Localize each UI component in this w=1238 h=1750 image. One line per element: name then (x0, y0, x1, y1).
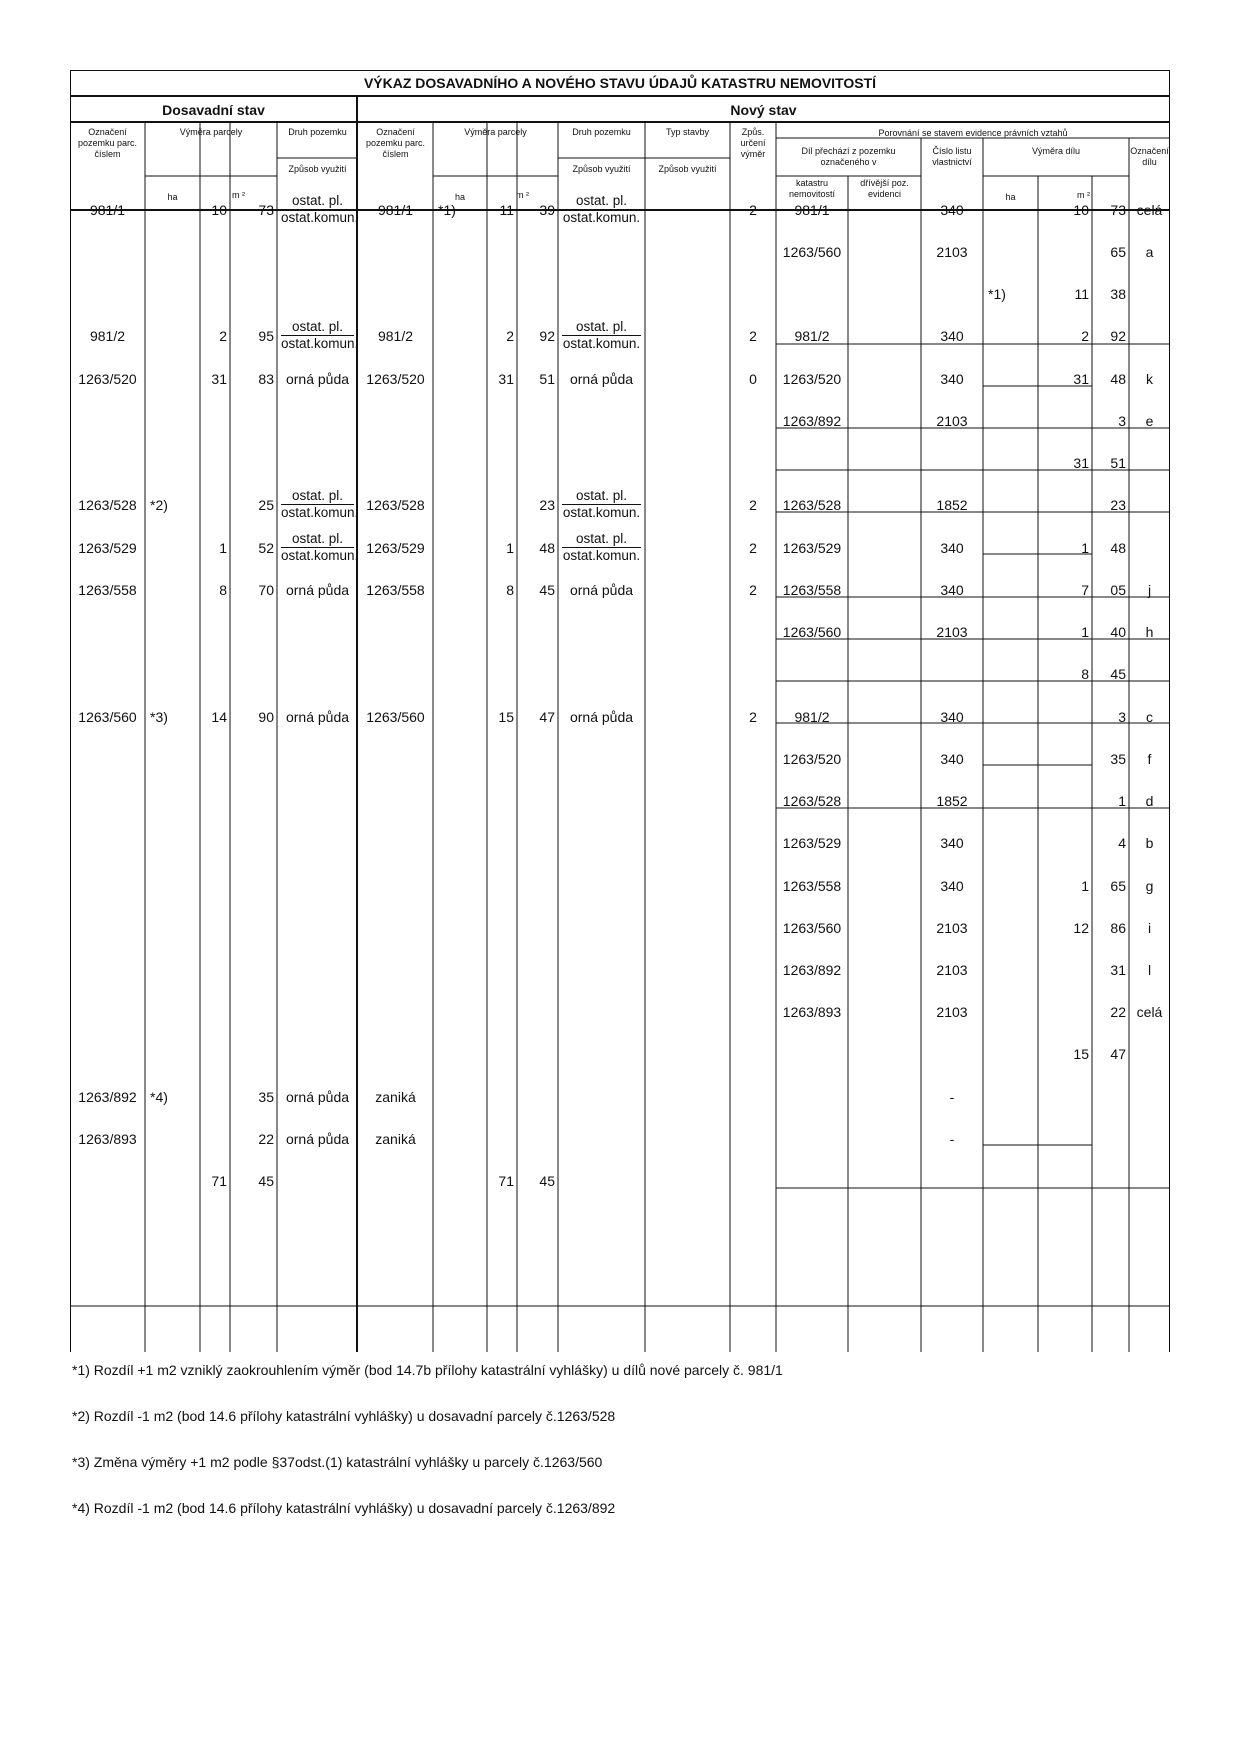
cell-oa1: 14 (211, 709, 227, 725)
cell-cp: 981/1 (794, 202, 830, 218)
cell-kind: ostat. pl. (575, 531, 628, 546)
cell-ca2: 31 (1110, 962, 1126, 978)
cell-oa1: 71 (211, 1173, 227, 1189)
cell-ca2: 35 (1110, 751, 1126, 767)
header-cadastre: katastru nemovitostí (788, 178, 836, 199)
cell-kind-use (277, 193, 358, 226)
cell-ca2: 22 (1110, 1004, 1126, 1020)
cell-kind: orná půda (569, 709, 634, 725)
cell-na2: 48 (539, 540, 555, 556)
cell-kind: orná půda (285, 582, 350, 598)
cell-np: 1263/560 (366, 709, 425, 725)
cell-use: ostat.komun. (281, 336, 359, 351)
cell-np: 1263/558 (366, 582, 425, 598)
cell-mark: h (1145, 624, 1154, 640)
header-old-m2: m ² (232, 190, 245, 200)
cell-lv: 2103 (936, 920, 968, 936)
cell-cp: 1263/893 (782, 1004, 842, 1020)
header-method: Způs. určení výměr (740, 127, 766, 159)
cell-mark: d (1145, 793, 1154, 809)
header-old-use: Způsob využití (288, 164, 347, 174)
cell-oa2: 52 (258, 540, 274, 556)
cell-ca2: 48 (1110, 371, 1126, 387)
cell-cp: 981/2 (794, 328, 830, 344)
header-old-parcel: Označení pozemku parc. číslem (77, 127, 138, 159)
cell-mark: f (1147, 751, 1152, 767)
cell-mark: j (1147, 582, 1152, 598)
cell-use: ostat.komun. (281, 548, 359, 563)
header-lv: Číslo listu vlastnictví (932, 146, 972, 167)
cell-ca1: 1 (1081, 624, 1089, 640)
cell-mark: e (1145, 413, 1154, 429)
cell-ca1: 1 (1081, 540, 1089, 556)
cell-oa1: 31 (211, 371, 227, 387)
cell-kind: orná půda (285, 709, 350, 725)
cell-op: 1263/560 (78, 709, 137, 725)
cell-cp: 1263/528 (782, 497, 842, 513)
cell-kind-use (277, 319, 358, 352)
cell-ca2: 51 (1110, 455, 1126, 471)
cell-lv: 340 (940, 835, 964, 851)
cell-na2: 47 (539, 709, 555, 725)
cell-ca2: 1 (1118, 793, 1126, 809)
cell-m: 0 (749, 371, 757, 387)
cell-ca2: 05 (1110, 582, 1126, 598)
cell-op: 1263/892 (78, 1089, 137, 1105)
cell-ca2: 38 (1110, 286, 1126, 302)
cell-op: 1263/558 (78, 582, 137, 598)
cell-lv: 340 (940, 582, 964, 598)
cell-ca2: 3 (1118, 413, 1126, 429)
cell-m: 2 (749, 497, 757, 513)
cell-mark: g (1145, 878, 1154, 894)
header-old-ha: ha (167, 192, 178, 202)
cell-lv: 340 (940, 202, 964, 218)
cell-kind: orná půda (285, 371, 350, 387)
footnote-2: *2) Rozdíl -1 m2 (bod 14.6 přílohy katastrální vyhlášky) u dosavadní parcely č.1263/528 (72, 1408, 616, 1424)
cell-op: 1263/893 (78, 1131, 137, 1147)
cell-np: 981/2 (377, 328, 414, 344)
cell-lv: 340 (940, 328, 964, 344)
cell-na2: 45 (539, 1173, 555, 1189)
cell-na1: 1 (506, 540, 514, 556)
header-new-kind: Druh pozemku (572, 127, 631, 137)
cell-na1: 8 (506, 582, 514, 598)
cell-lv: 1852 (936, 793, 968, 809)
cell-na1: 31 (498, 371, 514, 387)
header-new-m2: m ² (516, 190, 529, 200)
cell-mark: celá (1136, 1004, 1163, 1020)
cell-kind: ostat. pl. (291, 193, 344, 208)
cell-na1: 11 (499, 202, 514, 218)
cell-na2: 39 (539, 202, 555, 218)
cell-lv: 340 (940, 540, 964, 556)
cell-m: 2 (749, 202, 757, 218)
cell-oa1: 2 (219, 328, 227, 344)
cell-use: ostat.komun. (281, 505, 359, 520)
cell-cp: 1263/520 (782, 371, 842, 387)
header-old-kind: Druh pozemku (288, 127, 347, 137)
cell-oa2: 45 (258, 1173, 274, 1189)
cell-ca2: 92 (1110, 328, 1126, 344)
cell-cp: 1263/528 (782, 793, 842, 809)
cell-cp: 1263/560 (782, 920, 842, 936)
cell-ca1: 8 (1081, 666, 1089, 682)
cell-na2: 23 (539, 497, 555, 513)
cell-na1: 15 (498, 709, 514, 725)
cell-kind: orná půda (569, 371, 634, 387)
header-part-ha: ha (1005, 192, 1016, 202)
cell-lv: 1852 (936, 497, 968, 513)
cell-np: 1263/528 (366, 497, 425, 513)
cell-cp: 1263/892 (782, 413, 842, 429)
header-build-use: Způsob využití (658, 164, 717, 174)
cell-oa2: 25 (258, 497, 274, 513)
cell-lv: 340 (940, 878, 964, 894)
cell-cp: 1263/558 (782, 878, 842, 894)
cell-op: 981/2 (89, 328, 126, 344)
footnote-1: *1) Rozdíl +1 m2 vzniklý zaokrouhlením výměr (bod 14.7b přílohy katastrální vyhlášky) u dílů nové parcely č. 981/1 (72, 1362, 783, 1378)
section-old-state: Dosavadní stav (162, 102, 265, 118)
report-title: VÝKAZ DOSAVADNÍHO A NOVÉHO STAVU ÚDAJŮ KATASTRU NEMOVITOSTÍ (363, 75, 877, 91)
cell-mark: l (1147, 962, 1152, 978)
cell-mark: k (1146, 371, 1153, 387)
cell-kind-use (558, 488, 645, 521)
cell-oa1: 8 (219, 582, 227, 598)
cell-ca1: 15 (1073, 1046, 1089, 1062)
cell-mark: i (1147, 920, 1152, 936)
cell-use: ostat.komun. (562, 548, 641, 563)
cell-m: 2 (749, 328, 757, 344)
header-part-area: Výměra dílu (1031, 146, 1081, 156)
cell-ca2: 73 (1110, 202, 1126, 218)
header-part-from: Díl přechází z pozemku označeného v (801, 146, 896, 167)
cell-kind: ostat. pl. (291, 319, 344, 334)
cadastre-report (70, 70, 1170, 1352)
cell-ca1: 31 (1073, 455, 1089, 471)
cell-kind: orná půda (285, 1089, 350, 1105)
cell-ca1: 1 (1081, 878, 1089, 894)
cell-kind-use (558, 193, 645, 226)
cell-ca1: 7 (1081, 582, 1089, 598)
cell-m: 2 (749, 582, 757, 598)
cell-kind-use (558, 531, 645, 564)
cell-kind-use (277, 531, 358, 564)
cell-on: *2) (150, 497, 168, 513)
cell-na1: 71 (498, 1173, 514, 1189)
cell-kind: ostat. pl. (575, 488, 628, 503)
cell-lv: 2103 (936, 413, 968, 429)
cell-ca2: 86 (1110, 920, 1126, 936)
cell-use: ostat.komun. (562, 336, 641, 351)
cell-ca1: 31 (1073, 371, 1089, 387)
cell-cp: 1263/892 (782, 962, 842, 978)
cell-na2: 92 (539, 328, 555, 344)
cell-ca2: 4 (1118, 835, 1126, 851)
header-old-area: Výměra parcely (179, 127, 243, 137)
cell-ca2: 3 (1118, 709, 1126, 725)
header-prev-evidence: dřívější poz. evidenci (860, 178, 909, 199)
cell-kind: ostat. pl. (575, 193, 628, 208)
cell-lv: - (949, 1131, 955, 1147)
header-build-type: Typ stavby (665, 127, 710, 137)
cell-kind-use (277, 488, 358, 521)
cell-use: ostat.komun. (562, 210, 641, 225)
cell-op: 981/1 (89, 202, 126, 218)
cell-oa2: 95 (258, 328, 274, 344)
cell-lv: - (949, 1089, 955, 1105)
cell-lv: 2103 (936, 624, 968, 640)
cell-ca2: 40 (1110, 624, 1126, 640)
cell-lv: 340 (940, 371, 964, 387)
cell-cp: 1263/560 (782, 244, 842, 260)
header-part-m2: m ² (1077, 190, 1090, 200)
cell-na2: 45 (539, 582, 555, 598)
cell-mark: a (1145, 244, 1154, 260)
cell-na1: 2 (506, 328, 514, 344)
cell-cp: 981/2 (794, 709, 830, 725)
cell-oa2: 83 (258, 371, 274, 387)
header-part-mark: Označení dílu (1130, 146, 1169, 167)
header-new-parcel: Označení pozemku parc. číslem (365, 127, 426, 159)
cell-m: 2 (749, 540, 757, 556)
cell-cp: 1263/560 (782, 624, 842, 640)
cell-on: *4) (150, 1089, 168, 1105)
cell-kind: orná půda (569, 582, 634, 598)
cell-kind-use (558, 319, 645, 352)
cell-ca2: 48 (1110, 540, 1126, 556)
cell-mark: celá (1136, 202, 1163, 218)
cell-mark: b (1145, 835, 1154, 851)
section-new-state: Nový stav (730, 102, 797, 118)
cell-ca1: 12 (1073, 920, 1089, 936)
footnote-3: *3) Změna výměry +1 m2 podle §37odst.(1) katastrální vyhlášky u parcely č.1263/560 (72, 1454, 603, 1470)
cell-kind: orná půda (285, 1131, 350, 1147)
cell-m: 2 (749, 709, 757, 725)
cell-np: 1263/520 (366, 371, 425, 387)
cell-ca1: 11 (1074, 286, 1089, 302)
cell-cp: 1263/529 (782, 540, 842, 556)
cell-kind: ostat. pl. (291, 488, 344, 503)
cell-cp: 1263/558 (782, 582, 842, 598)
footnote-4: *4) Rozdíl -1 m2 (bod 14.6 přílohy katastrální vyhlášky) u dosavadní parcely č.1263/892 (72, 1500, 616, 1516)
cell-oa2: 70 (258, 582, 274, 598)
cell-oa1: 10 (211, 202, 227, 218)
header-new-area: Výměra parcely (464, 127, 527, 137)
header-new-use: Způsob využití (572, 164, 631, 174)
cell-kind: ostat. pl. (575, 319, 628, 334)
cell-ca1: 10 (1073, 202, 1089, 218)
cell-kind: ostat. pl. (291, 531, 344, 546)
cell-ca2: 23 (1110, 497, 1126, 513)
cell-np: 981/1 (377, 202, 414, 218)
cell-use: ostat.komun. (562, 505, 641, 520)
cell-op: 1263/520 (78, 371, 137, 387)
cell-cn: *1) (988, 286, 1006, 302)
cell-on: *3) (150, 709, 168, 725)
cell-ca1: 2 (1081, 328, 1089, 344)
cell-lv: 2103 (936, 962, 968, 978)
cell-cp: 1263/520 (782, 751, 842, 767)
cell-oa1: 1 (219, 540, 227, 556)
cell-lv: 340 (940, 751, 964, 767)
cell-oa2: 90 (258, 709, 274, 725)
cell-mark: c (1146, 709, 1153, 725)
cell-cp: 1263/529 (782, 835, 842, 851)
cell-np: zaniká (375, 1131, 416, 1147)
cell-oa2: 73 (258, 202, 274, 218)
cell-oa2: 22 (258, 1131, 274, 1147)
header-new-ha: ha (454, 192, 465, 202)
header-compare: Porovnání se stavem evidence právních vztahů (878, 128, 1068, 138)
cell-oa2: 35 (258, 1089, 274, 1105)
cell-ca2: 65 (1110, 244, 1126, 260)
cell-lv: 340 (940, 709, 964, 725)
cell-ca2: 45 (1110, 666, 1126, 682)
cell-na2: 51 (539, 371, 555, 387)
cell-np: 1263/529 (366, 540, 425, 556)
cell-np: zaniká (375, 1089, 416, 1105)
cell-nn: *1) (438, 202, 456, 218)
cell-ca2: 65 (1110, 878, 1126, 894)
cell-use: ostat.komun. (281, 210, 359, 225)
cell-lv: 2103 (936, 244, 968, 260)
cell-lv: 2103 (936, 1004, 968, 1020)
cell-op: 1263/529 (78, 540, 137, 556)
cell-op: 1263/528 (78, 497, 137, 513)
cell-ca2: 47 (1110, 1046, 1126, 1062)
